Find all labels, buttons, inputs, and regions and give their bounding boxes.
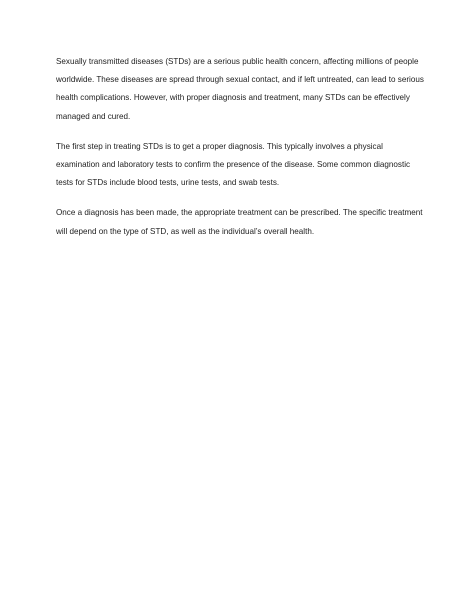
paragraph-intro: Sexually transmitted diseases (STDs) are a serious public health concern, affecting millions of people worldwide. These diseases are spread through sexual contact, and if left untreated, can lead to serious health complications. However, with proper diagnosis and treatment, many STDs can be effectively managed and cured. — [56, 57, 424, 121]
paragraph-diagnosis: The first step in treating STDs is to get a proper diagnosis. This typically involves a physical examination and laboratory tests to confirm the presence of the disease. Some common diagnostic tests for STDs include blood tests, urine tests, and swab tests. — [56, 141, 411, 188]
document-body — [56, 53, 426, 253]
paragraph-treatment: Once a diagnosis has been made, the appropriate treatment can be prescribed. The specific treatment will depend on the type of STD, as well as the individual’s overall health. — [56, 208, 423, 236]
